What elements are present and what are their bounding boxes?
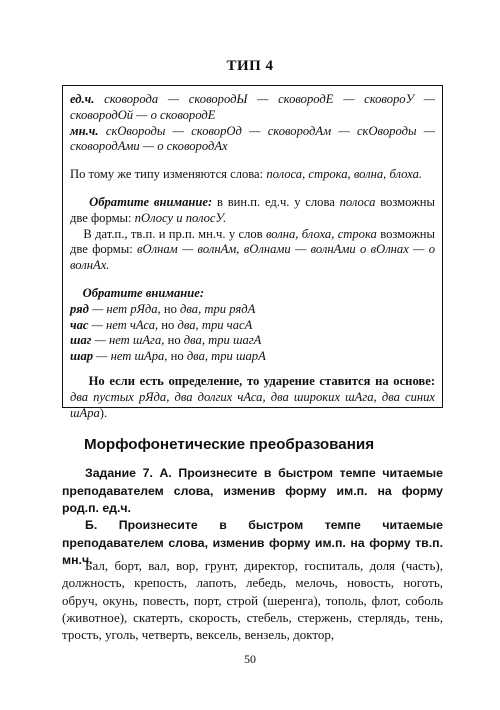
word-list: Бал, борт, вал, вор, грунт, директор, госпиталь, доля (часть), должность, крепость, лапоть, лебедь, мелочь, новость, ноготь, обруч, окунь, повесть, порт, строй (шеренга), тополь, флот, соболь (животное), скатерть, скорость, стебель, стержень, стерлядь, тень, трость, уголь, четверть, вексель, вензель, доктор, [62, 558, 443, 643]
note-word: полоса [339, 194, 376, 209]
stress-word: ряд [70, 301, 89, 316]
stress-row [70, 302, 435, 318]
task-7a: Задание 7. А. Произнесите в быстром темпе читаемые преподавателем слова, изменив форму им.п. на форму род.п. ед.ч. [62, 466, 443, 515]
note-text: возможны две формы: [70, 194, 435, 225]
note-text: возможны две формы: [70, 226, 436, 257]
stress-row [70, 333, 435, 349]
stress-conj: но [167, 333, 181, 348]
task-7b: Б. Произнесите в быстром темпе читаемые преподавателем слова, изменив форму им.п. на форму тв.п. мн.ч. [62, 518, 443, 567]
note-stress-label-line [70, 286, 435, 302]
stress-conj: но [163, 301, 177, 316]
page-number: 50 [244, 652, 256, 666]
section-title: Морфофонетические преобразования [84, 436, 375, 453]
stress-form: — нет шАра, [96, 349, 168, 364]
note-label: Обратите внимание: [82, 285, 205, 300]
stress-form: — нет чАса, [91, 317, 159, 332]
plural-forms: скОвороды — сковорОд — сковородАм — скОвороды — сковородАми — о сковородАх [70, 123, 435, 154]
stress-form: — нет шАга, [94, 333, 165, 348]
stress-word: шаг [70, 333, 92, 348]
note-label: Обратите внимание: [89, 194, 213, 209]
stress-form: два, три шарА [186, 349, 266, 364]
stress-word: час [70, 317, 89, 332]
note-words: волна, блоха, строка [265, 226, 377, 241]
page-title: ТИП 4 [226, 58, 274, 74]
footer-examples: два пустых рЯда, два долгих чАса, два широких шАга, два синих шАра [70, 389, 435, 420]
stress-form: — нет рЯда, [92, 301, 161, 316]
note-text: В дат.п., тв.п. и пр.п. мн.ч. у слов [83, 226, 263, 241]
note-forms: вОлнам — волнАм, вОлнами — волнАми о вОлнах — о волнАх. [70, 242, 435, 273]
singular-line [70, 92, 435, 124]
note-forms: пОлосу и полосУ. [134, 210, 227, 225]
stress-form: два, три рядА [180, 301, 256, 316]
stress-form: два, три часА [177, 317, 253, 332]
singular-label: ед.ч. [70, 92, 95, 106]
same-type-line [70, 167, 435, 183]
stress-row [70, 318, 435, 334]
plural-line [70, 124, 435, 156]
singular-forms: сковорода — сковородЫ — сковородЕ — сковороУ — сковородОй — о сковородЕ [70, 92, 435, 122]
note-plural-cases [70, 227, 435, 274]
rule-box [62, 85, 443, 420]
stress-conj: но [161, 317, 175, 332]
footer-rule: Но если есть определение, то ударение ставится на основе: [88, 373, 436, 388]
note-text: в вин.п. ед.ч. у слова [217, 194, 335, 209]
note-accusative [70, 195, 435, 227]
stress-row [70, 349, 435, 365]
stress-word: шар [70, 349, 94, 364]
same-type-prefix: По тому же типу изменяются слова: [70, 167, 264, 182]
footer-end: ). [99, 405, 108, 420]
stress-footer [70, 374, 435, 421]
same-type-words: полоса, строка, волна, блоха. [266, 167, 423, 182]
stress-conj: но [170, 349, 184, 364]
stress-form: два, три шагА [183, 333, 262, 348]
plural-label: мн.ч. [70, 123, 99, 138]
